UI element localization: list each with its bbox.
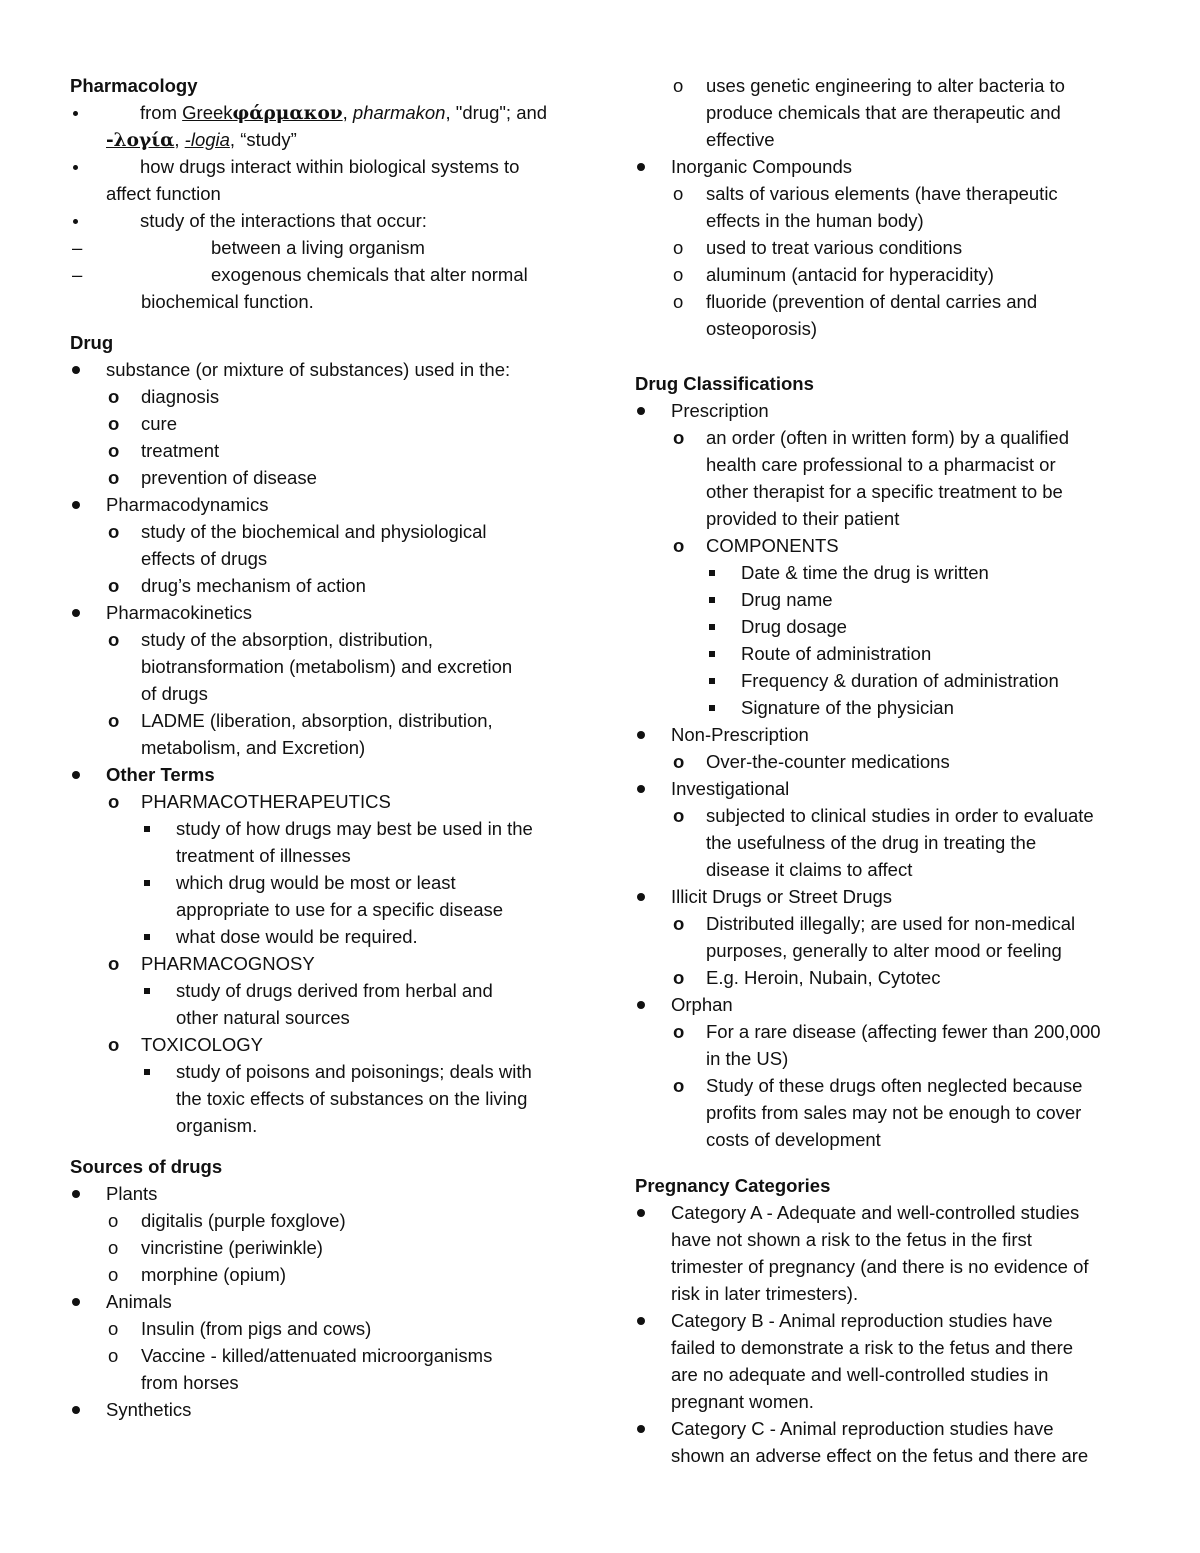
section-heading-classifications: Drug Classifications [635,373,814,394]
circle-bullet-icon: o [673,427,685,448]
bullet-icon [72,1406,80,1414]
list-item: o cure [70,410,580,437]
circle-bullet-icon: o [108,440,120,461]
circle-bullet-icon: o [108,575,120,596]
circle-bullet-icon: o [108,629,120,650]
circle-bullet-icon: o [108,791,120,812]
bullet-icon [637,1317,645,1325]
circle-bullet-icon: o [673,913,685,934]
list-item: o Study of these drugs often neglected because [635,1072,1155,1099]
list-item-continuation: -λογία, -logia, “study” [106,129,297,151]
list-item: how drugs interact within biological systems to [70,153,580,180]
circle-bullet-icon: o [673,237,684,258]
list-item: Category B - Animal reproduction studies have [635,1307,1155,1334]
square-bullet-icon [144,1069,150,1075]
list-item: from Greekφάρμακον, pharmakon, "drug"; and [70,99,580,126]
list-item: o uses genetic engineering to alter bacteria to [635,72,1155,99]
list-item: Inorganic Compounds [635,153,1155,180]
square-bullet-icon [144,826,150,832]
list-item: Frequency & duration of administration [635,667,1155,694]
square-bullet-icon [709,597,715,603]
list-item: – exogenous chemicals that alter normal [70,261,580,288]
list-item: o fluoride (prevention of dental carries and [635,288,1155,315]
list-item: o digitalis (purple foxglove) [70,1207,580,1234]
list-item: o Over-the-counter medications [635,748,1155,775]
square-bullet-icon [709,651,715,657]
circle-bullet-icon: o [673,1021,685,1042]
list-item: Category C - Animal reproduction studies have [635,1415,1155,1442]
logia-link[interactable]: -logia [184,129,230,150]
list-item: Other Terms [70,761,580,788]
bullet-icon [637,407,645,415]
circle-bullet-icon: o [673,291,684,312]
bullet-icon [72,501,80,509]
bullet-icon [72,1190,80,1198]
list-item: which drug would be most or least [70,869,580,896]
circle-bullet-icon: o [108,1210,119,1231]
circle-bullet-icon: o [108,1264,119,1285]
list-item: Non-Prescription [635,721,1155,748]
list-item: o For a rare disease (affecting fewer than 200,000 [635,1018,1155,1045]
list-item: what dose would be required. [70,923,580,950]
square-bullet-icon [144,988,150,994]
list-item: o study of the absorption, distribution, [70,626,580,653]
section-heading-pharmacology: Pharmacology [70,75,198,96]
list-item: – between a living organism [70,234,580,261]
circle-bullet-icon: o [108,1318,119,1339]
bullet-icon [73,111,78,116]
list-item: Synthetics [70,1396,580,1423]
list-item: o PHARMACOTHERAPEUTICS [70,788,580,815]
bullet-icon [73,219,78,224]
list-item: Orphan [635,991,1155,1018]
bullet-icon [637,785,645,793]
list-item: study of drugs derived from herbal and [70,977,580,1004]
circle-bullet-icon: o [673,75,684,96]
bullet-icon [637,893,645,901]
list-item: o subjected to clinical studies in order to evaluate [635,802,1155,829]
list-item: o treatment [70,437,580,464]
left-column: Pharmacology from Greekφάρμακον, pharmakon, "drug"; and -λογία, -logia, “study” how drugs interact within biological systems to affect function study of the interactions that occur: – between a living organism – exogenous chemicals that alter normal biochemical function. Drug substance (or mixture of substances) used in the: o diagnosis o cure o treatment o prevention of disease Pharmacodynamics o study of the biochemical and physiological effects of drugs o drug’s mechanism of action Pharmacokinetics o study of the absorption, distribution, biotransformation (metabolism) and excretion of drugs o LADME (liberation, absorption, distribution, metabolism, and Excretion) Other Terms o PHARMACOTHERAPEUTICS study of how drugs may best be used in the treatment of illnesses which drug would be most or least appropriate to use for a specific disease what dose would be required. o PHARMACOGNOSY study of drugs derived from herbal and other natural sources o TOXICOLOGY study of poisons and poisonings; deals with the toxic effects of substances on the living organism. Sources of drugs Plants o digitalis (purple foxglove) o vincristine (periwinkle) o morphine (opium) Animals o Insulin (from pigs and cows) o Vaccine - killed/attenuated microorganisms from horses Synthetics [70,72,580,1423]
logia-greek-link[interactable]: -λογία [106,130,175,151]
list-item: o PHARMACOGNOSY [70,950,580,977]
square-bullet-icon [144,934,150,940]
list-item: o prevention of disease [70,464,580,491]
list-item: Signature of the physician [635,694,1155,721]
section-heading-pregnancy: Pregnancy Categories [635,1175,831,1196]
circle-bullet-icon: o [673,535,685,556]
square-bullet-icon [709,678,715,684]
list-item: Prescription [635,397,1155,424]
circle-bullet-icon: o [108,710,120,731]
list-item: Route of administration [635,640,1155,667]
list-item: o vincristine (periwinkle) [70,1234,580,1261]
circle-bullet-icon: o [108,1237,119,1258]
bullet-icon [72,771,80,779]
circle-bullet-icon: o [108,467,120,488]
bullet-icon [637,1425,645,1433]
list-item: o morphine (opium) [70,1261,580,1288]
bullet-icon [637,1209,645,1217]
list-item: o Distributed illegally; are used for non-medical [635,910,1155,937]
circle-bullet-icon: o [108,953,120,974]
list-item: o Insulin (from pigs and cows) [70,1315,580,1342]
list-item: o study of the biochemical and physiological [70,518,580,545]
square-bullet-icon [144,880,150,886]
list-item: Plants [70,1180,580,1207]
list-item: Category A - Adequate and well-controlled studies [635,1199,1155,1226]
list-item: Illicit Drugs or Street Drugs [635,883,1155,910]
list-item: o used to treat various conditions [635,234,1155,261]
list-item: o Vaccine - killed/attenuated microorganisms [70,1342,580,1369]
circle-bullet-icon: o [673,264,684,285]
bullet-icon [637,163,645,171]
circle-bullet-icon: o [108,413,120,434]
dash-icon: – [72,237,83,258]
square-bullet-icon [709,570,715,576]
list-item: Pharmacodynamics [70,491,580,518]
list-item: Pharmacokinetics [70,599,580,626]
greek-link[interactable]: Greek [182,102,233,123]
list-item: study of the interactions that occur: [70,207,580,234]
list-item: o an order (often in written form) by a qualified [635,424,1155,451]
list-item: o COMPONENTS [635,532,1155,559]
list-item: o LADME (liberation, absorption, distribution, [70,707,580,734]
circle-bullet-icon: o [673,967,685,988]
list-item: Date & time the drug is written [635,559,1155,586]
bullet-icon [73,165,78,170]
circle-bullet-icon: o [673,805,685,826]
list-item: Drug name [635,586,1155,613]
bullet-icon [72,609,80,617]
list-item: o salts of various elements (have therapeutic [635,180,1155,207]
circle-bullet-icon: o [673,183,684,204]
bullet-icon [637,731,645,739]
list-item: Drug dosage [635,613,1155,640]
dash-icon: – [72,264,83,285]
circle-bullet-icon: o [108,1345,119,1366]
list-item: Investigational [635,775,1155,802]
list-item: o diagnosis [70,383,580,410]
circle-bullet-icon: o [673,751,685,772]
list-item: o aluminum (antacid for hyperacidity) [635,261,1155,288]
section-heading-drug: Drug [70,332,114,353]
circle-bullet-icon: o [108,521,120,542]
section-heading-sources: Sources of drugs [70,1156,223,1177]
list-item: Animals [70,1288,580,1315]
circle-bullet-icon: o [108,1034,120,1055]
list-item: study of how drugs may best be used in the [70,815,580,842]
right-column: o uses genetic engineering to alter bacteria to produce chemicals that are therapeutic and effective Inorganic Compounds o salts of various elements (have therapeutic effects in the human body) o used to treat various conditions o aluminum (antacid for hyperacidity) o fluoride (prevention of dental carries and osteoporosis) Drug Classifications Prescription o an order (often in written form) by a qualified health care professional to a pharmacist or other therapist for a specific treatment to be provided to their patient o COMPONENTS Date & time the drug is written Drug name Drug dosage Route of administration Frequency & duration of administration Signature of the physician Non-Prescription o Over-the-counter medications Investigational o subjected to clinical studies in order to evaluate the usefulness of the drug in treating the disease it claims to affect Illicit Drugs or Street Drugs o Distributed illegally; are used for non-medical purposes, generally to alter mood or feeling o E.g. Heroin, Nubain, Cytotec Orphan o For a rare disease (affecting fewer than 200,000 in the US) o Study of these drugs often neglected because profits from sales may not be enough to cover costs of development Pregnancy Categories Category A - Adequate and well-controlled studies have not shown a risk to the fetus in the first trimester of pregnancy (and there is no evidence of risk in later trimesters). Category B - Animal reproduction studies have failed to demonstrate a risk to the fetus and there are no adequate and well-controlled studies in pregnant women. Category C - Animal reproduction studies have shown an adverse effect on the fetus and there are [635,72,1155,1469]
square-bullet-icon [709,705,715,711]
list-item: substance (or mixture of substances) used in the: [70,356,580,383]
list-item: o TOXICOLOGY [70,1031,580,1058]
circle-bullet-icon: o [108,386,120,407]
list-item: o E.g. Heroin, Nubain, Cytotec [635,964,1155,991]
bullet-icon [637,1001,645,1009]
list-item: o drug’s mechanism of action [70,572,580,599]
square-bullet-icon [709,624,715,630]
greek-word-link[interactable]: φάρμακον [232,103,343,124]
circle-bullet-icon: o [673,1075,685,1096]
bullet-icon [72,1298,80,1306]
list-item: study of poisons and poisonings; deals with [70,1058,580,1085]
bullet-icon [72,366,80,374]
